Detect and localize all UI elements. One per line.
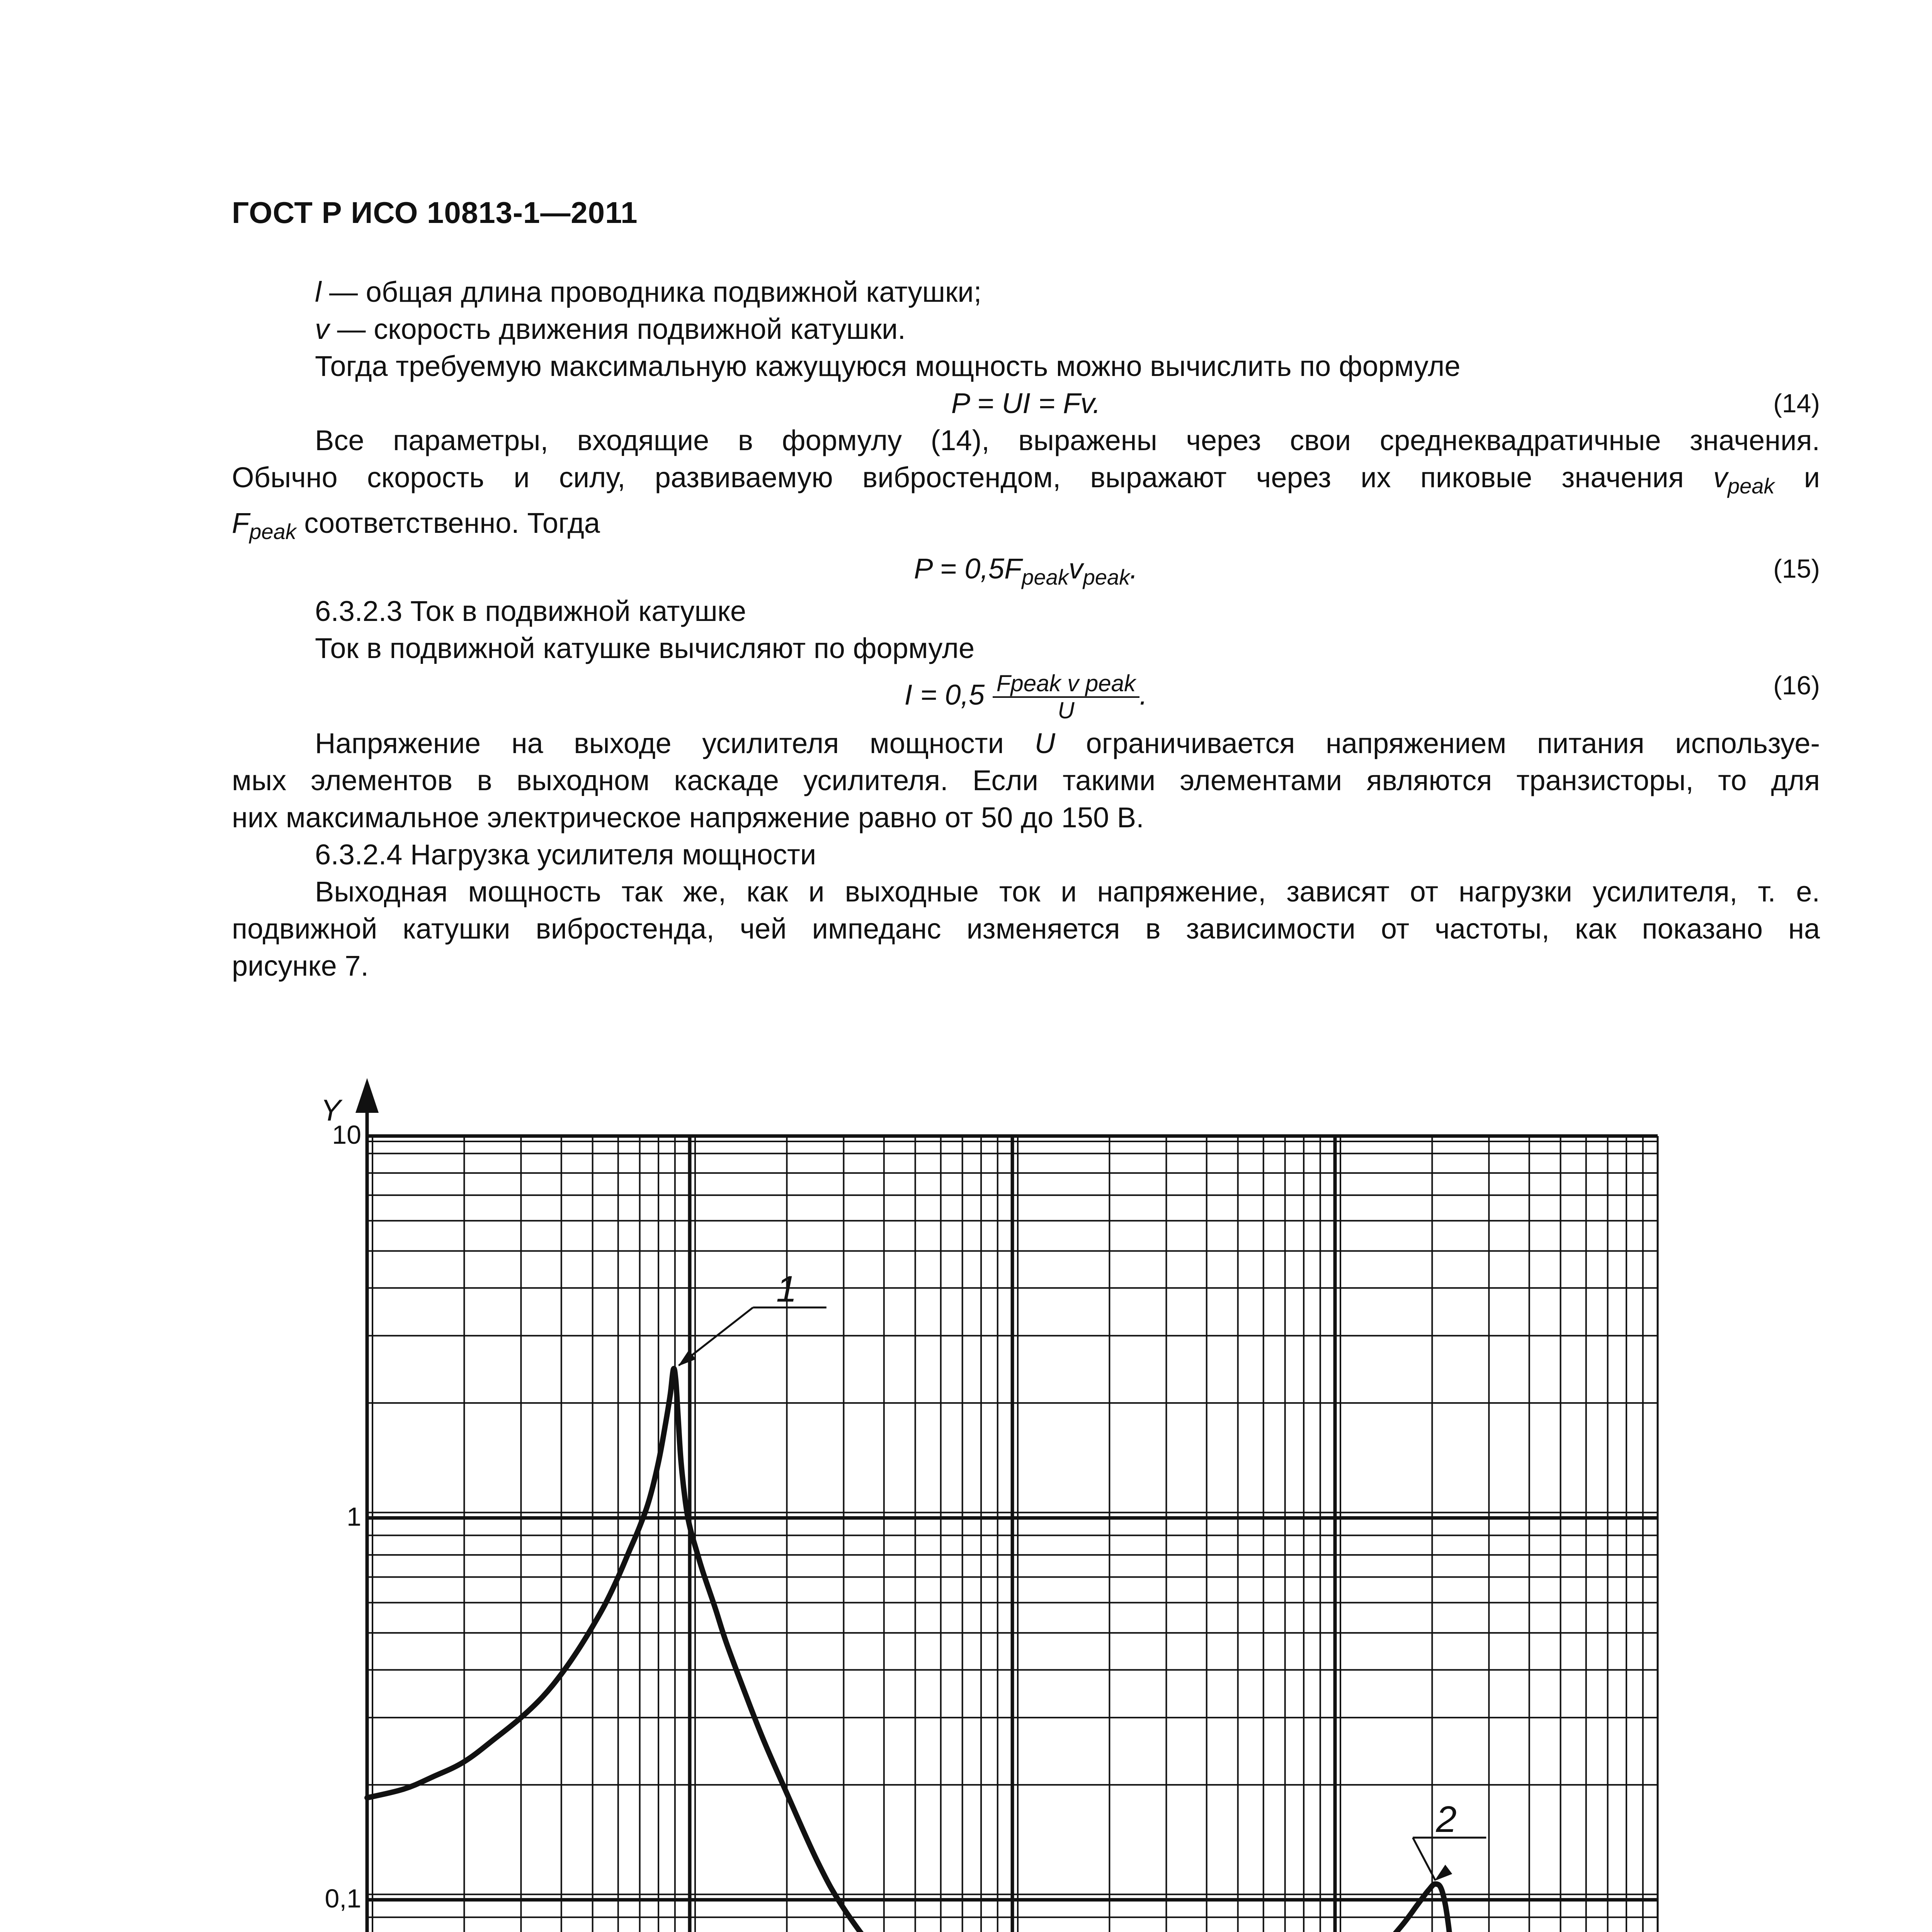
formula-16-tail: . <box>1139 679 1148 711</box>
symbol-v: v <box>315 313 329 345</box>
formula-intro: Тогда требуемую максимальную кажущуюся мощность можно вычислить по формуле <box>315 350 1461 382</box>
para-params-line2-text: Обычно скорость и силу, развиваемую вибростендом, выражают через их пиковые значения <box>232 461 1714 493</box>
sub-peak-f: peak <box>249 519 296 544</box>
symbol-u: U <box>1034 727 1055 759</box>
legend-l <box>232 274 1820 311</box>
impedance-curve <box>367 1369 1455 1932</box>
annotation-label: 2 <box>1436 1798 1457 1840</box>
para-voltage-line2: мых элементов в выходном каскаде усилителя. Если такими элементами являются транзисторы, то для <box>232 764 1820 796</box>
para-voltage-line1a: Напряжение на выходе усилителя мощности <box>315 727 1035 759</box>
document-code: ГОСТ Р ИСО 10813-1—2011 <box>232 196 638 230</box>
para-params-line3 <box>232 505 1820 550</box>
sub-peak-v: peak <box>1728 473 1775 498</box>
section-6-3-2-4-line2: подвижной катушки вибростенда, чей импеданс изменяется в зависимости от частоты, как показано на <box>232 912 1820 945</box>
y-tick-label: 1 <box>347 1502 361 1532</box>
para-voltage-line3: них максимальное электрическое напряжение равно от 50 до 150 В. <box>232 801 1144 833</box>
formula-15-f-sub: peak <box>1022 565 1069 589</box>
y-tick-label: 0,1 <box>325 1884 361 1913</box>
annotation-arrowhead <box>1434 1865 1452 1881</box>
formula-15-v-sub: peak <box>1083 565 1130 589</box>
formula-16 <box>232 671 1820 723</box>
formula-15-lhs: P = 0,5 <box>914 552 1005 585</box>
equation-16 <box>232 667 1820 725</box>
para-params-line2 <box>232 459 1820 505</box>
legend-v <box>232 311 1820 348</box>
y-tick-label: 10 <box>332 1120 361 1150</box>
formula-16-numerator: Fpeak v peak <box>993 671 1139 698</box>
formula-15-tail: . <box>1130 552 1138 585</box>
equation-number-15: (15) <box>1773 554 1820 583</box>
para-voltage-line1 <box>232 725 1820 762</box>
legend-l-text: — общая длина проводника подвижной катушки; <box>321 276 982 308</box>
equation-14 <box>232 385 1820 422</box>
section-6-3-2-3-text: Ток в подвижной катушке вычисляют по формуле <box>315 632 975 664</box>
equation-number-16: (16) <box>1773 670 1820 700</box>
annotation-arrowhead <box>678 1350 696 1366</box>
formula-15-v: v <box>1068 552 1083 585</box>
y-axis-arrow <box>355 1078 379 1113</box>
formula-16-denominator: U <box>1058 697 1075 723</box>
symbol-f-peak: F <box>232 507 250 539</box>
formula-16-fraction <box>993 671 1139 723</box>
impedance-chart <box>251 1070 1758 1932</box>
annotation-label: 1 <box>776 1268 797 1310</box>
equation-number-14: (14) <box>1773 389 1820 418</box>
formula-15-f: F <box>1004 552 1022 585</box>
y-axis-letter: Y <box>321 1093 341 1127</box>
equation-15 <box>232 550 1820 593</box>
formula-15 <box>232 550 1820 596</box>
para-params-line3-text: соответственно. Тогда <box>296 507 600 539</box>
section-6-3-2-4-line1: Выходная мощность так же, как и выходные ток и напряжение, зависят от нагрузки усилителя, т. е. <box>315 875 1820 908</box>
symbol-l: l <box>315 276 321 308</box>
section-6-3-2-4-line3: рисунке 7. <box>232 949 369 982</box>
symbol-v-peak: v <box>1713 461 1728 493</box>
para-params-line1: Все параметры, входящие в формулу (14), выражены через свои среднеквадратичные значения. <box>315 424 1820 456</box>
section-6-3-2-3-heading: 6.3.2.3 Ток в подвижной катушке <box>315 595 747 627</box>
para-params-line2-tail: и <box>1774 461 1820 493</box>
impedance-chart-svg <box>251 1070 1758 1932</box>
para-voltage-line1b: ограничивается напряжением питания используе- <box>1055 727 1820 759</box>
formula-14: P = UI = Fv. <box>951 387 1101 419</box>
legend-v-text: — скорость движения подвижной катушки. <box>329 313 906 345</box>
section-6-3-2-4-heading: 6.3.2.4 Нагрузка усилителя мощности <box>315 838 816 871</box>
body-text-top <box>232 274 1820 985</box>
formula-16-lhs: I = 0,5 <box>904 679 985 711</box>
